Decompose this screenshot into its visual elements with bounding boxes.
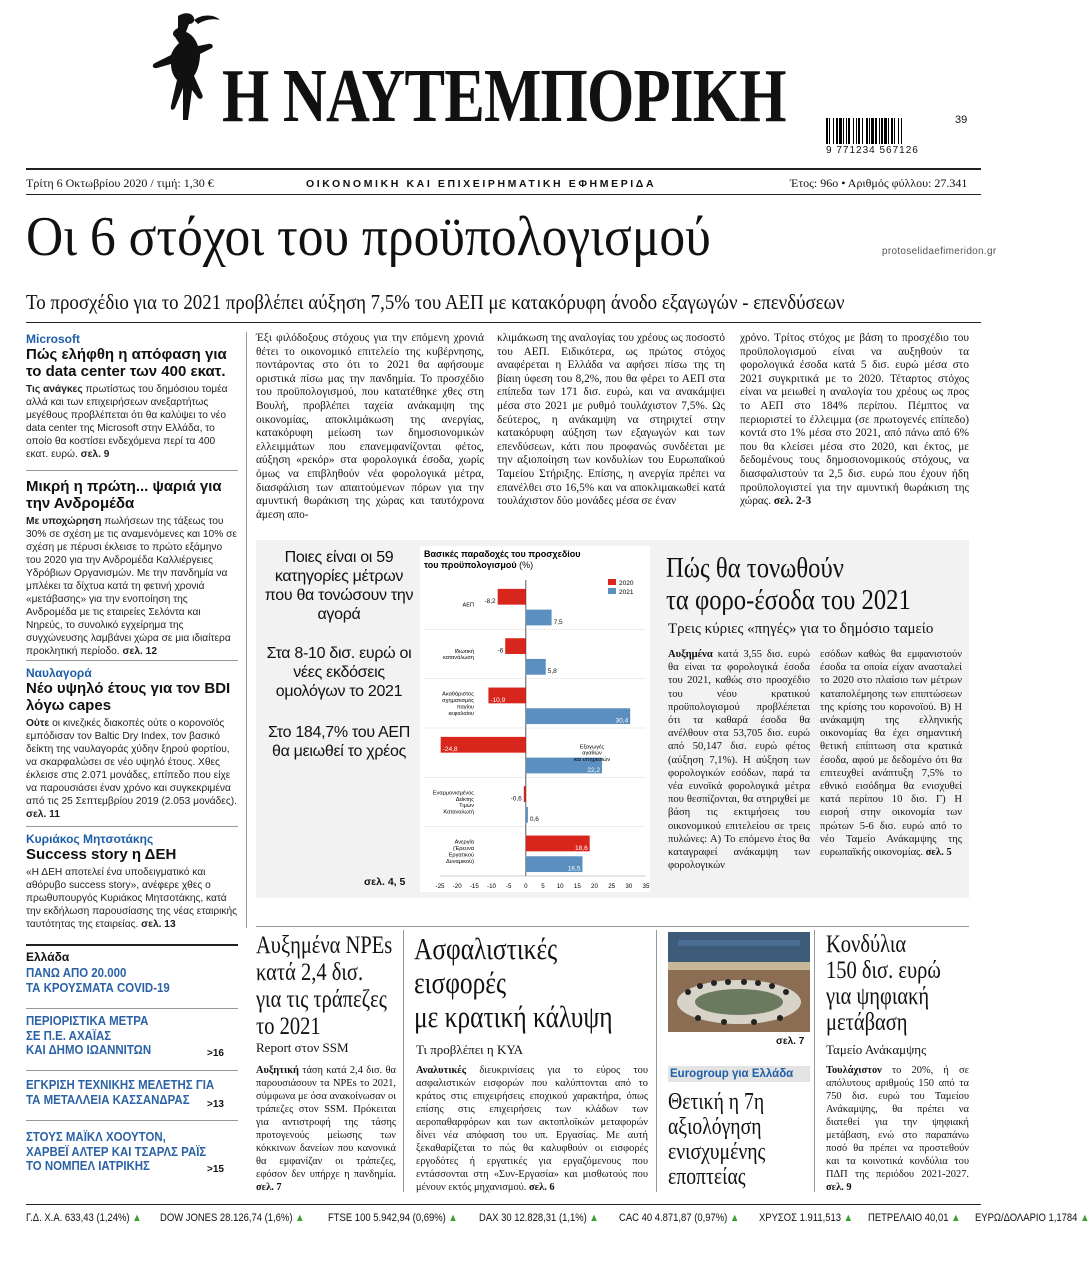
ticker-item <box>759 1212 853 1228</box>
kondylia-title-line: για ψηφιακή <box>826 983 930 1010</box>
bar <box>524 786 526 802</box>
data-label: -0,6 <box>510 795 522 803</box>
chart-title: Βασικές παραδοχές του προσχεδίου <box>424 549 581 559</box>
left-col-divider <box>246 332 247 928</box>
up-arrow-icon: ▲ <box>446 1212 459 1224</box>
npe-title-line: κατά 2,4 δισ. <box>256 959 364 986</box>
legend-label: 2021 <box>619 589 634 596</box>
issue-info: Έτος: 96ο • Αριθμός φύλλου: 27.341 <box>790 176 968 190</box>
greece-divider <box>26 1120 238 1121</box>
watermark: protoselidaefimeridon.gr <box>882 246 997 257</box>
kondylia-lead: Τουλάχιστον <box>826 1065 882 1076</box>
foro-title-line: τα φορο-έσοδα του 2021 <box>666 585 911 616</box>
bar <box>526 659 546 675</box>
up-arrow-icon: ▲ <box>840 1212 853 1224</box>
foro-sub: Τρεις κύριες «πηγές» για το δημόσιο ταμείο <box>668 621 934 637</box>
sidebar-text: πρωτίστως του δημόσιου τομέα αλλά και των επιχειρήσεων ανεξαρτήτως μεγέθους προβλέπεται ότι θα καλύψει το νέο data center της Microsoft στην Ελλάδα, το οποίο θα κοστίσει ενδεχόμενα περί τα 400 εκατ. ευρώ. <box>26 384 228 460</box>
ticker-value: 40,01 <box>924 1212 949 1224</box>
foro-col-2-text: εσόδων καθώς θα εμφανιστούν έσοδα τα οποία είχαν ανασταλεί το 2020 στο πλαίσιο των μέτρων καταπολέμησης των επιπτώσεων της κρίσης του κορονοϊού. Β) Η ανάκαμψη της ελληνικής οικονομίας θα έχει σημαντική θετική επίπτωση στα κρατικά έσοδα, αφού με δεδομένο ότι θα επιτευχθεί ανάπτυξη 7,5% το εθνικό εισόδημα θα ενισχυθεί κατά περίπου 10 δισ. Γ) Η εισροή στην οικονομία των πρώτων 5-6 δισ. ευρώ από το νέο Ταμείο Ανάκαμψης της ευρωπαϊκής οικονομίας. <box>820 649 962 859</box>
ticker-item <box>160 1212 304 1228</box>
tick-label: 0 <box>524 883 528 890</box>
greece-item-3 <box>26 1077 215 1107</box>
data-label: 22,2 <box>587 766 601 774</box>
category-label: αγαθών <box>582 750 602 757</box>
tick-label: 10 <box>556 883 564 890</box>
greece-divider <box>26 1070 238 1071</box>
ticker-value: 5.942,94 (0,69%) <box>373 1212 447 1224</box>
sidebar-story-3 <box>26 666 240 821</box>
data-label: 30,4 <box>615 717 629 725</box>
foro-col-1-text: κατά 3,55 δισ. ευρώ θα είναι τα φορολογικά έσοδα του 2021, καθώς στο προσχέδιο του νέου κρατικού προϋπολογισμού προβλέπεται ότι τα καθαρά έσοδα θα ανέλθουν στα 53,705 δισ. ευρώ από 50,147 δισ. ευρώ φέτος (αύξηση 7,1%). Η αύξηση των φορολογικών εσόδων, παρά τα νέα ευνοϊκά φορολογικά μέτρα που θεσπίζονται, θα στηριχθεί με βάση τις εκτιμήσεις του οικονομικού επιτελείου σε τρεις πυλώνες: Α) Το επόμενο έτος θα καταγραφεί ανάκαμψη των φορολογικών <box>668 649 810 872</box>
category-label: Δείκτης <box>455 796 474 803</box>
category-label: και υπηρεσιών <box>573 757 611 764</box>
sidebar-text: «Η ΔΕΗ αποτελεί ένα υποδειγματικό και αθόρυβο success story», ανέφερε χθες ο πρωθυπουργός Κυριάκος Μητσοτάκης, κατά την εκδήλωση παρουσίασης της νέας εταιρικής ταυτότητας της εταιρείας. <box>26 867 238 930</box>
npe-text: τάση κατά 2,4 δισ. θα παρουσιάσουν τα NPEs το 2021, σύμφωνα με όσα ανακοίνωσαν οι τράπεζες στον SSM. Πρόκειται για αντιστροφή της τάσης προτογενούς μείωσης των κόκκινων δανείων που κανονικά θα εμφανίζαν οι τράπεζες, εφόσον δεν υπήρχε η πανδημία. <box>256 1065 396 1180</box>
eurogroup-title-line: εποπτείας <box>668 1164 746 1190</box>
ticker-value: 4.871,87 (0,97%) <box>654 1212 727 1224</box>
tick-label: 15 <box>573 883 581 890</box>
tick-label: 35 <box>642 883 650 890</box>
sidebar-story-4 <box>26 832 240 931</box>
sidebar-rule <box>26 660 238 661</box>
kondylia-sub: Ταμείο Ανάκαμψης <box>826 1042 927 1057</box>
ticker-item <box>479 1212 599 1228</box>
lead-col-3-ref: σελ. 2-3 <box>773 495 812 508</box>
greece-line: ΣΤΟΥΣ ΜΑΪΚΛ ΧΟΟΥΤΟΝ, <box>26 1129 166 1144</box>
panel-ref: σελ. 4, 5 <box>364 876 406 888</box>
sidebar-lead: Τις ανάγκες <box>26 384 83 395</box>
ticker-item <box>26 1212 142 1228</box>
ticker-item <box>328 1212 458 1228</box>
subhead-rule <box>26 322 981 323</box>
ticker-label: DOW JONES <box>160 1212 221 1224</box>
up-arrow-icon: ▲ <box>1077 1212 1090 1224</box>
barcode <box>826 118 966 144</box>
bottom-divider <box>656 930 657 1192</box>
greece-ref: >16 <box>207 1048 224 1059</box>
legend-swatch <box>608 588 616 594</box>
sidebar-text: πωλήσεων της τάξεως του 30% σε σχέση με τις αναμενόμενες και 10% σε σχέση με πέρυσι έκλεισε το πρώτο εξάμηνο του 2020 για την Ανδρομέδα Καλλιέργειες Υδρόβιων Οργανισμών. Με την πανδημία να μπλέκει τα δίχτυα κατά τη φετινή χρονιά «μετάβασης» για την ενοποίηση της Ανδρομέδα με τις εταιρείες Σελόντα και Νηρεύς, το συνολικό εγχείρημα της συγχώνευσης λαμβάνει χώρα σε μια ιδιαίτερα προκλητική περίοδο. <box>26 516 237 657</box>
up-arrow-icon: ▲ <box>292 1212 305 1224</box>
asfal-title-line: εισφορές <box>414 965 507 1000</box>
chart-title: του προϋπολογισμού (%) <box>424 560 534 570</box>
category-label: Ακαθάριστος <box>442 691 474 698</box>
ticker-label: ΠΕΤΡΕΛΑΙΟ <box>867 1212 925 1224</box>
kondylia-title-line: Κονδύλια <box>826 931 907 958</box>
sidebar-body <box>26 866 240 931</box>
foro-lead: Αυξημένα <box>668 649 713 660</box>
npe-body <box>256 1064 396 1194</box>
lead-col-3 <box>740 332 969 509</box>
ticker-rule <box>26 1204 981 1205</box>
data-label: -6 <box>497 647 504 655</box>
masthead-title: Η ΝΑΥΤΕΜΠΟΡΙΚΗ <box>222 54 786 138</box>
tick-label: 30 <box>625 883 633 890</box>
foro-ref: σελ. 5 <box>925 847 952 859</box>
data-label: -24,8 <box>442 746 458 754</box>
greece-line: ΤΑ ΚΡΟΥΣΜΑΤΑ COVID-19 <box>26 979 170 995</box>
sidebar-ref: σελ. 12 <box>122 646 157 657</box>
bottom-divider <box>403 930 404 1192</box>
greece-line: ΚΑΙ ΔΗΜΟ ΙΩΑΝΝΙΤΩΝ <box>26 1042 152 1057</box>
category-label: Καταναλωτή <box>443 809 474 816</box>
eurogroup-title-line: Θετική η 7η <box>668 1089 765 1115</box>
ticker-item <box>868 1212 960 1228</box>
up-arrow-icon: ▲ <box>587 1212 600 1224</box>
greece-rule <box>26 944 238 946</box>
tick-label: -5 <box>505 883 512 890</box>
bar <box>526 708 630 724</box>
greece-label: Ελλάδα <box>26 950 70 964</box>
greece-ref: >15 <box>207 1164 224 1175</box>
eurogroup-title <box>668 1090 765 1190</box>
up-arrow-icon: ▲ <box>129 1212 142 1224</box>
foro-title-line: Πώς θα τονωθούν <box>666 553 844 584</box>
ticker-label: ΕΥΡΩ/ΔΟΛΑΡΙΟ <box>975 1212 1049 1224</box>
lead-col-2-text: κλιμάκωση της αναλογίας του χρέους ως ποσοστό του ΑΕΠ. Ειδικότερα, ως πρώτος στόχος αναφέρεται η Ελλάδα να αφήσει πίσω της τη βίαιη ύφεση του 8,2%, που θα φέρει το ΑΕΠ στα επίπεδα των 171 δισ. ευρώ, και να ανακάμψει μέσα στο 2021 με ρυθμό τουλάχιστον 7,5%. Ως δεύτερος, η ανάκαμψη να στηριχτεί στην κατακόρυφη αύξηση των εξαγωγών και των επενδύσεων, κάτι που προφανώς συνδέεται με την αξιοποίηση των κονδυλίων του Ευρωπαϊκού Ταμείου Στήριξης. Επίσης, η ανεργία πρέπει να επανέλθει στο 16,5% και να αποκλιμακωθεί κατά τουλάχιστον δύο μονάδες μέσα σε έναν <box>497 332 725 508</box>
sidebar-lead: Με υποχώρηση <box>26 516 102 527</box>
asfal-body <box>416 1064 648 1194</box>
greece-line: ΤΟ ΝΟΜΠΕΛ ΙΑΤΡΙΚΗΣ <box>26 1158 150 1173</box>
data-label: -8,2 <box>484 598 496 606</box>
legend-swatch <box>608 579 616 585</box>
tick-label: -25 <box>435 883 445 890</box>
sidebar-lead: Ούτε <box>26 718 50 729</box>
npe-title-line: για τις τράπεζες <box>256 986 387 1013</box>
sidebar-label: Ναυλαγορά <box>26 666 92 680</box>
sidebar-label: Microsoft <box>26 332 80 346</box>
foro-col-2 <box>820 648 962 859</box>
category-label: Τιμών <box>459 803 474 810</box>
data-label: 16,5 <box>567 865 581 873</box>
tick-label: -10 <box>487 883 496 890</box>
category-label: κατανάλωση <box>442 655 474 662</box>
ticker-item <box>975 1212 1089 1228</box>
npe-title-line: το 2021 <box>256 1013 321 1040</box>
data-label: 0,6 <box>529 816 539 824</box>
market-ticker <box>26 1212 1090 1228</box>
category-label: (Έρευνα <box>452 846 474 853</box>
lead-col-2 <box>497 332 725 509</box>
asfal-title-line: Ασφαλιστικές <box>414 931 558 966</box>
ticker-value: 633,43 (1,24%) <box>64 1212 130 1224</box>
asfal-lead: Αναλυτικές <box>416 1065 467 1076</box>
greece-item-4 <box>26 1130 209 1174</box>
kondylia-ref: σελ. 9 <box>826 1182 852 1193</box>
ticker-value: 28.126,74 (1,6%) <box>220 1212 293 1224</box>
sidebar-title: Νέο υψηλό έτους για τον BDI λόγω capes <box>26 680 231 714</box>
bottom-divider <box>814 930 815 1192</box>
kondylia-title-line: 150 δισ. ευρώ <box>826 957 941 984</box>
greece-line: ΠΕΡΙΟΡΙΣΤΙΚΑ ΜΕΤΡΑ <box>26 1013 149 1028</box>
tick-label: -15 <box>469 883 479 890</box>
asfal-sub: Τι προβλέπει η ΚΥΑ <box>416 1042 524 1057</box>
bar <box>498 589 526 605</box>
panel-questions <box>264 548 414 761</box>
sidebar-ref: σελ. 11 <box>26 809 60 820</box>
panel-q3: Στο 184,7% του ΑΕΠ θα μειωθεί το χρέος <box>267 724 411 760</box>
foro-title <box>666 553 911 617</box>
masthead-rule <box>26 168 981 170</box>
sidebar-body <box>26 383 240 461</box>
sidebar-title: Success story η ΔΕΗ <box>26 846 177 863</box>
ticker-item <box>619 1212 739 1228</box>
data-label: 18,6 <box>575 844 588 852</box>
eurogroup-title-line: αξιολόγηση <box>668 1114 762 1140</box>
sidebar-title: Μικρή η πρώτη... ψαριά για την Ανδρομέδα <box>26 478 222 512</box>
category-label: ΑΕΠ <box>462 602 474 609</box>
npe-title <box>256 932 392 1040</box>
lead-col-1-text: Έξι φιλόδοξους στόχους για την επόμενη χρονιά θέτει το οικονομικό επιτελείο της κυβέρνησης, ποντάροντας στο ότι το 2021 θα αφήσουμε οριστικά πίσω μας την πανδημία. Το προσχέδιο του προϋπολογισμού, που κατατέθηκε χθες στη Βουλή, προβλέπει ταχεία ανάκαμψη της οικονομίας, αποκλιμάκωση της ανεργίας, κατακόρυφη μείωση των δημοσιονομικών ελλειμμάτων που επανεμφανίζονται φέτος, αύξηση «ρεκόρ» στα φορολογικά έσοδα, χωρίς όμως να επιβληθούν νέα φορολογικά μέτρα, διασφάλιση των απαιτούμενων πόρων για την αμυντική θωράκιση της χώρας και ταυτόχρονα άμεση απο- <box>256 332 484 521</box>
up-arrow-icon: ▲ <box>726 1212 739 1224</box>
sidebar-rule <box>26 470 238 471</box>
bar <box>505 638 526 654</box>
ticker-label: Γ.Δ. Χ.Α. <box>26 1212 65 1224</box>
bar <box>526 610 552 626</box>
eurogroup-label: Eurogroup για Ελλάδα <box>668 1066 810 1082</box>
category-label: σχηματισμός <box>442 698 474 705</box>
sidebar-story-1 <box>26 332 240 461</box>
barcode-digits: 9 771234 567126 <box>826 145 919 156</box>
greece-line: ΣΕ Π.Ε. ΑΧΑΪΑΣ <box>26 1027 112 1043</box>
bottom-rule <box>256 926 969 927</box>
sidebar-title: Πώς ελήφθη η απόφαση για το data center των 400 εκατ. <box>26 346 227 380</box>
greece-item-1 <box>26 966 209 995</box>
eurogroup-photo <box>668 932 810 1032</box>
lead-headline: Οι 6 στόχοι του προϋπολογισμού <box>26 206 711 268</box>
kondylia-title-line: μετάβαση <box>826 1009 908 1036</box>
sidebar-ref: σελ. 9 <box>80 449 110 460</box>
npe-sub: Report στον SSM <box>256 1040 349 1055</box>
lead-subhead: Το προσχέδιο για το 2021 προβλέπει αύξηση 7,5% του ΑΕΠ με κατακόρυφη άνοδο εξαγωγών - επενδύσεων <box>26 290 845 314</box>
greece-line: ΕΓΚΡΙΣΗ ΤΕΧΝΙΚΗΣ ΜΕΛΕΤΗΣ ΓΙΑ <box>26 1077 215 1092</box>
data-label: -10,9 <box>490 696 506 704</box>
sidebar-label: Κυριάκος Μητσοτάκης <box>26 832 154 846</box>
category-label: Εργατικού <box>448 852 474 859</box>
panel-q1: Ποιες είναι οι 59 κατηγορίες μέτρων που θα τονώσουν την αγορά <box>264 549 414 623</box>
ticker-label: FTSE 100 <box>328 1212 374 1224</box>
greece-divider <box>26 1008 238 1009</box>
eurogroup-title-line: ενισχυμένης <box>668 1139 766 1165</box>
hermes-logo <box>138 10 230 128</box>
kondylia-text: το 20%, ή σε απόλυτους αριθμούς 150 από τα 750 δισ. ευρώ του Ταμείου Ανάκαμψης, θα πρέπει να διατεθεί για την ψηφιακή μετάβαση, ενώ στο παραπάνω ποσό θα πρέπει να προστεθούν και τα κοινοτικά κονδύλια του ΠΔΠ της περιόδου 2021-2027. <box>826 1065 969 1180</box>
ticker-value: 1,1784 <box>1048 1212 1078 1224</box>
asfal-text: διευκρινίσεις για το εύρος του ασφαλιστικών εισφορών που καλύπτονται από το κράτος στις επιχειρήσεις εποχικού χαρακτήρα, όπως επίσης στις επιχειρήσεις των κλάδων των αεροπαθαρφόρων και των ακτοπλοϊκών μεταφορών δίνει νέα απόφαση του υπ. Εργασίας. Με αυτή ξεκαθαρίζεται το πώς θα καλυφθούν οι εισφορές εργοδότες ή εργατικές για εργαζόμενους που εντάσσονται στη «Συν-Εργασία» και μισθωτούς που μένουν εκτός μηχανισμού. <box>416 1065 648 1193</box>
ticker-label: CAC 40 <box>618 1212 655 1224</box>
ticker-value: 1.911,513 <box>799 1212 841 1224</box>
data-label: 7,5 <box>553 618 563 626</box>
npe-title-line: Αυξημένα NPEs <box>256 932 393 959</box>
category-label: Εξαγωγές <box>579 744 605 751</box>
ticker-label: ΧΡΥΣΟΣ <box>758 1212 800 1224</box>
ticker-label: DAX 30 <box>479 1212 515 1224</box>
greece-line: ΠΑΝΩ ΑΠΟ 20.000 <box>26 965 127 980</box>
npe-ref: σελ. 7 <box>256 1182 282 1193</box>
sidebar-text: οι κινεζικές διακοπές ούτε ο κορονοϊός εμπόδισαν τον Baltic Dry Index, τον βασικό δείκτη της ναυλαγοράς χύδην ξηρού φορτίου, να σκαρφαλώσει σε νέο υψηλό έτους. Χθες έκλεισε στις 2.071 μονάδες, επίπεδο που είχε να παρουσιάσει έναν χρόνο και συγκεκριμένα από τις 25 Σεπτεμβρίου 2019 (2.053 μονάδες). <box>26 718 237 807</box>
kondylia-title <box>826 932 941 1036</box>
asfal-title-line: με κρατική κάλυψη <box>414 999 613 1034</box>
greece-line: ΧΑΡΒΕΪ ΑΛΤΕΡ ΚΑΙ ΤΣΑΡΛΣ ΡΑΪΣ <box>26 1143 207 1159</box>
sidebar-ref: σελ. 13 <box>141 919 176 930</box>
category-label: κεφαλαίου <box>448 710 474 717</box>
foro-col-1 <box>668 648 810 872</box>
panel-q2: Στα 8-10 δισ. ευρώ οι νέες εκδόσεις ομολόγων το 2021 <box>266 645 412 700</box>
sidebar-body <box>26 717 240 821</box>
tick-label: 20 <box>591 883 598 890</box>
barcode-number: 39 <box>955 114 968 126</box>
lead-col-1 <box>256 332 484 522</box>
tagline: ΟΙΚΟΝΟΜΙΚΗ ΚΑΙ ΕΠΙΧΕΙΡΗΜΑΤΙΚΗ ΕΦΗΜΕΡΙΔΑ <box>306 178 657 190</box>
up-arrow-icon: ▲ <box>948 1212 961 1224</box>
eurogroup-photo-ref: σελ. 7 <box>776 1036 805 1047</box>
legend-label: 2020 <box>619 580 634 587</box>
kondylia-body <box>826 1064 969 1194</box>
budget-chart <box>420 546 650 892</box>
bar <box>526 807 528 823</box>
category-label: Ιδιωτική <box>454 648 474 655</box>
lead-col-3-text: χρόνο. Τρίτος στόχος με βάση το προσχέδιο του προϋπολογισμού είναι να αυξηθούν τα φορολογικά έσοδα κατά 5 δισ. ευρώ μέσα στο 2021 συγκριτικά με το 2020. Τέταρτος στόχος είναι να μειωθεί η αναλογία του χρέους ως προς το ΑΕΠ στο 184% περίπου. Πέμπτος να περιοριστεί το έλλειμμα (σε πρωτογενές επίπεδο) κοντά στο 1% μέσα στο 2021, από πάνω από 6% που θα κλείσει μέσα στο 2020, και έκτος, με δεδομένους τους δημοσιονομικούς στόχους, να διασφαλιστούν τα 2,5 δισ. ευρώ που έχουν ήδη προϋπολογιστεί για την αμυντική θωράκιση της χώρας. <box>740 332 969 508</box>
category-label: παγίου <box>456 704 474 711</box>
sidebar-rule <box>26 826 238 827</box>
tick-label: -20 <box>452 883 462 890</box>
greece-line: ΤΑ ΜΕΤΑΛΛΕΙΑ ΚΑΣΣΑΝΔΡΑΣ <box>26 1091 190 1107</box>
ticker-value: 12.828,31 (1,1%) <box>514 1212 588 1224</box>
date-rule <box>26 194 981 195</box>
asfal-ref: σελ. 6 <box>529 1182 555 1193</box>
asfal-title <box>414 932 613 1034</box>
sidebar-story-2 <box>26 478 240 658</box>
greece-item-2 <box>26 1014 209 1058</box>
sidebar-body <box>26 515 240 658</box>
tick-label: 5 <box>541 883 545 890</box>
category-label: Εναρμονισμένος <box>432 790 474 797</box>
data-label: 5,8 <box>547 668 557 676</box>
tick-label: 25 <box>608 883 616 890</box>
category-label: Ανεργία <box>454 839 474 846</box>
date-price: Τρίτη 6 Οκτωβρίου 2020 / τιμή: 1,30 € <box>26 176 214 190</box>
category-label: Δυναμικού) <box>445 858 474 865</box>
greece-ref: >13 <box>207 1099 224 1110</box>
npe-lead: Αυξητική <box>256 1065 299 1076</box>
